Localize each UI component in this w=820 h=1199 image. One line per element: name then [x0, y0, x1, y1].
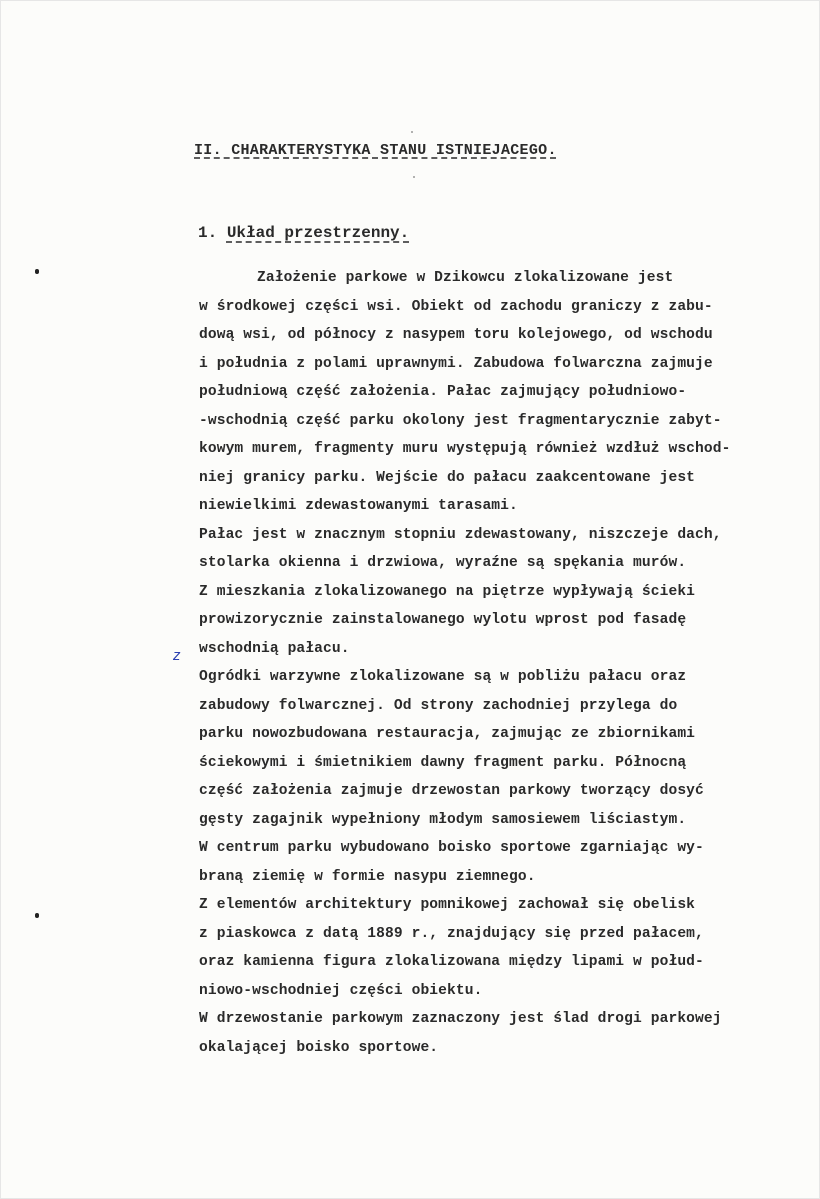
text-line: stolarka okienna i drzwiowa, wyraźne są spękania murów.: [199, 555, 687, 571]
text-line: dową wsi, od północy z nasypem toru kolejowego, od wschodu: [199, 327, 713, 343]
section-heading: [198, 224, 409, 242]
text-line: niowo-wschodniej części obiektu.: [199, 982, 483, 999]
binding-hole-mark: [35, 269, 39, 274]
text-line: w środkowej części wsi. Obiekt od zachodu graniczy z zabu-: [199, 298, 713, 315]
text-line: Z elementów architektury pomnikowej zachował się obelisk: [199, 897, 696, 913]
text-line: zabudowy folwarcznej. Od strony zachodniej przylega do: [199, 697, 678, 714]
body-text: [199, 264, 814, 1062]
text-line: okalającej boisko sportowe.: [199, 1039, 439, 1056]
text-line: W drzewostanie parkowym zaznaczony jest ślad drogi parkowej: [199, 1011, 722, 1027]
binding-hole-mark: [35, 913, 39, 918]
text-line: południową część założenia. Pałac zajmujący południowo-: [199, 384, 687, 400]
text-line: oraz kamienna figura zlokalizowana między lipami w połud-: [199, 954, 704, 970]
chapter-heading: II. CHARAKTERYSTYKA STANU ISTNIEJACEGO.: [194, 142, 557, 159]
text-line: i południa z polami uprawnymi. Zabudowa folwarczna zajmuje: [199, 355, 713, 372]
margin-annotation: z: [173, 647, 181, 664]
text-line: niej granicy parku. Wejście do pałacu zaakcentowane jest: [199, 469, 696, 486]
text-line: gęsty zagajnik wypełniony młodym samosiewem liściastym.: [199, 811, 687, 828]
text-line: parku nowozbudowana restauracja, zajmując ze zbiornikami: [199, 726, 696, 742]
text-line: braną ziemię w formie nasypu ziemnego.: [199, 868, 536, 885]
text-line: część założenia zajmuje drzewostan parkowy tworzący dosyć: [199, 783, 704, 799]
paper-speck: [411, 131, 413, 133]
section-number: 1.: [198, 224, 218, 242]
text-line: Z mieszkania zlokalizowanego na piętrze wypływają ścieki: [199, 583, 696, 600]
text-line: Założenie parkowe w Dzikowcu zlokalizowane jest: [257, 270, 674, 286]
text-line: wschodnią pałacu.: [199, 640, 350, 657]
text-line: -wschodnią część parku okolony jest fragmentarycznie zabyt-: [199, 412, 722, 429]
text-line: Ogródki warzywne zlokalizowane są w pobliżu pałacu oraz: [199, 669, 687, 685]
paper-speck: [413, 176, 415, 178]
text-line: z piaskowca z datą 1889 r., znajdujący się przed pałacem,: [199, 925, 704, 942]
text-line: W centrum parku wybudowano boisko sportowe zgarniając wy-: [199, 840, 704, 856]
text-line: kowym murem, fragmenty muru występują również wzdłuż wschod-: [199, 441, 731, 457]
text-line: ściekowymi i śmietnikiem dawny fragment parku. Północną: [199, 754, 687, 771]
section-title: Układ przestrzenny.: [226, 224, 410, 242]
text-line: Pałac jest w znacznym stopniu zdewastowany, niszczeje dach,: [199, 526, 722, 543]
text-line: niewielkimi zdewastowanymi tarasami.: [199, 498, 518, 514]
text-line: prowizorycznie zainstalowanego wylotu wprost pod fasadę: [199, 612, 687, 628]
